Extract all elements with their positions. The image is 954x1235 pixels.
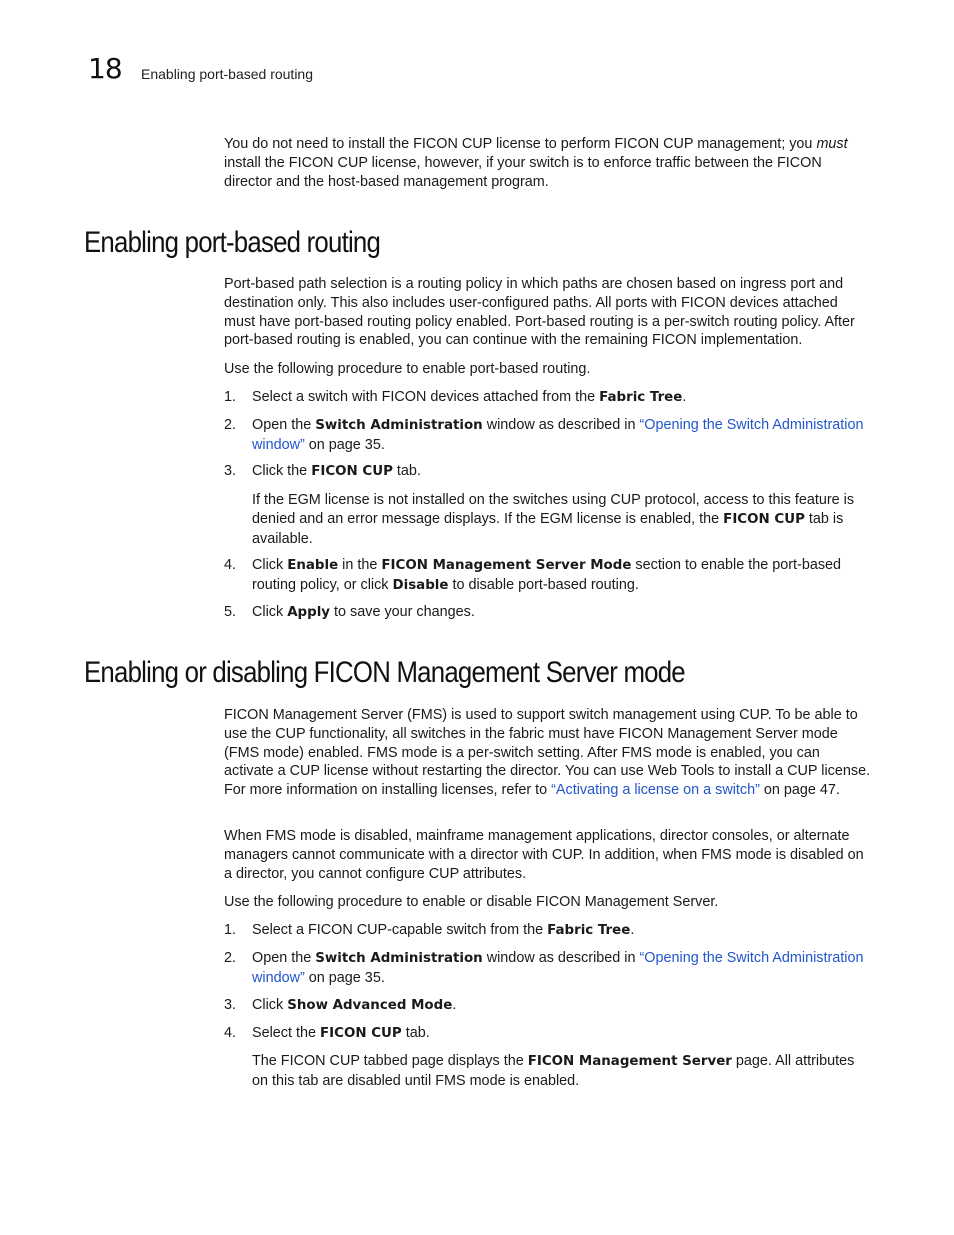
ui-term: Apply — [287, 605, 331, 620]
ui-term: Enable — [287, 558, 339, 573]
section1-step-3: 3. Click the FICON CUP tab. — [224, 463, 421, 479]
step-number: 5. — [224, 604, 237, 620]
cross-reference-link[interactable]: “Opening the Switch Administration window” — [252, 950, 864, 986]
step-number: 2. — [224, 950, 237, 966]
section-heading-port-based-routing: Enabling port-based routing — [84, 226, 381, 259]
cross-reference-link[interactable]: “Opening the Switch Administration window” — [252, 417, 864, 453]
section1-step-2: 2. Open the Switch Administration window as described in “Opening the Switch Administration window” on page 35. — [224, 417, 864, 453]
section2-step-2: 2. Open the Switch Administration window as described in “Opening the Switch Administration window” on page 35. — [224, 950, 864, 986]
step-number: 1. — [224, 922, 237, 938]
ui-term: FICON CUP — [320, 1026, 402, 1041]
step-number: 4. — [224, 1025, 237, 1041]
ui-term: Fabric Tree — [599, 390, 683, 405]
step-number: 4. — [224, 557, 237, 573]
section-heading-fms-mode: Enabling or disabling FICON Management Server mode — [84, 656, 685, 689]
cross-reference-link[interactable]: “Activating a license on a switch” — [551, 782, 760, 799]
section2-step-3: 3. Click Show Advanced Mode. — [224, 997, 457, 1013]
step-number: 3. — [224, 997, 237, 1013]
ui-term: FICON CUP — [723, 511, 805, 527]
section1-paragraph-2: Use the following procedure to enable port-based routing. — [224, 361, 591, 377]
section1-step-4: 4. Click Enable in the FICON Management Server Mode section to enable the port-based routing policy, or click Disable to disable port-based routing. — [224, 557, 842, 593]
section2-step-1: 1. Select a FICON CUP-capable switch from the Fabric Tree. — [224, 922, 635, 938]
section2-step-4-note: The FICON CUP tabbed page displays the FICON Management Server page. All attributes on this tab are disabled until FMS mode is enabled. — [252, 1053, 855, 1089]
ui-term: FICON Management Server Mode — [381, 558, 632, 573]
ui-term: Disable — [392, 577, 449, 593]
section1-paragraph-1: Port-based path selection is a routing policy in which paths are chosen based on ingress port and destination only. This also includes user-configured paths. All ports with FICON devices attached must have port-based routing policy enabled. Port-based routing is a per-switch routing policy. After port-based routing is enabled, you can continue with the remaining FICON implementation. — [224, 276, 855, 349]
ui-term: Switch Administration — [315, 951, 483, 966]
ui-term: FICON CUP — [311, 464, 393, 479]
step-number: 2. — [224, 417, 237, 433]
section1-step-3-note: If the EGM license is not installed on the switches using CUP protocol, access to this feature is denied and an error message displays. If the EGM license is enabled, the FICON CUP tab is available. — [252, 492, 855, 547]
section2-paragraph-3: Use the following procedure to enable or disable FICON Management Server. — [224, 894, 719, 910]
ui-term: Switch Administration — [315, 418, 483, 433]
ui-term: Fabric Tree — [547, 923, 631, 938]
chapter-number: 18 — [88, 52, 122, 85]
section1-step-5: 5. Click Apply to save your changes. — [224, 604, 475, 620]
section2-paragraph-2: When FMS mode is disabled, mainframe management applications, director consoles, or alternate managers cannot communicate with a director with CUP. In addition, when FMS mode is disabled on a director, you cannot configure CUP attributes. — [224, 828, 864, 882]
ui-term: Show Advanced Mode — [287, 998, 453, 1013]
step-number: 1. — [224, 389, 237, 405]
running-title: Enabling port-based routing — [141, 66, 314, 82]
step-number: 3. — [224, 463, 237, 479]
emphasis: must — [816, 136, 848, 152]
section1-step-1: 1. Select a switch with FICON devices attached from the Fabric Tree. — [224, 389, 687, 405]
section2-paragraph-1: FICON Management Server (FMS) is used to support switch management using CUP. To be able to use the CUP functionality, all switches in the fabric must have FICON Management Server mode (FMS mode) enabled. FMS mode is a per-switch setting. After FMS mode is enabled, you can activate a CUP license without restarting the director. You can use Web Tools to install a CUP license. For more information on installing licenses, refer to “Activating a license on a switch” on page 47. — [224, 707, 871, 799]
ui-term: FICON Management Server — [527, 1054, 732, 1069]
intro-paragraph: You do not need to install the FICON CUP license to perform FICON CUP management; you must install the FICON CUP license, however, if your switch is to enforce traffic between the FICON director and the host-based management program. — [224, 136, 848, 190]
section2-step-4: 4. Select the FICON CUP tab. — [224, 1025, 430, 1041]
